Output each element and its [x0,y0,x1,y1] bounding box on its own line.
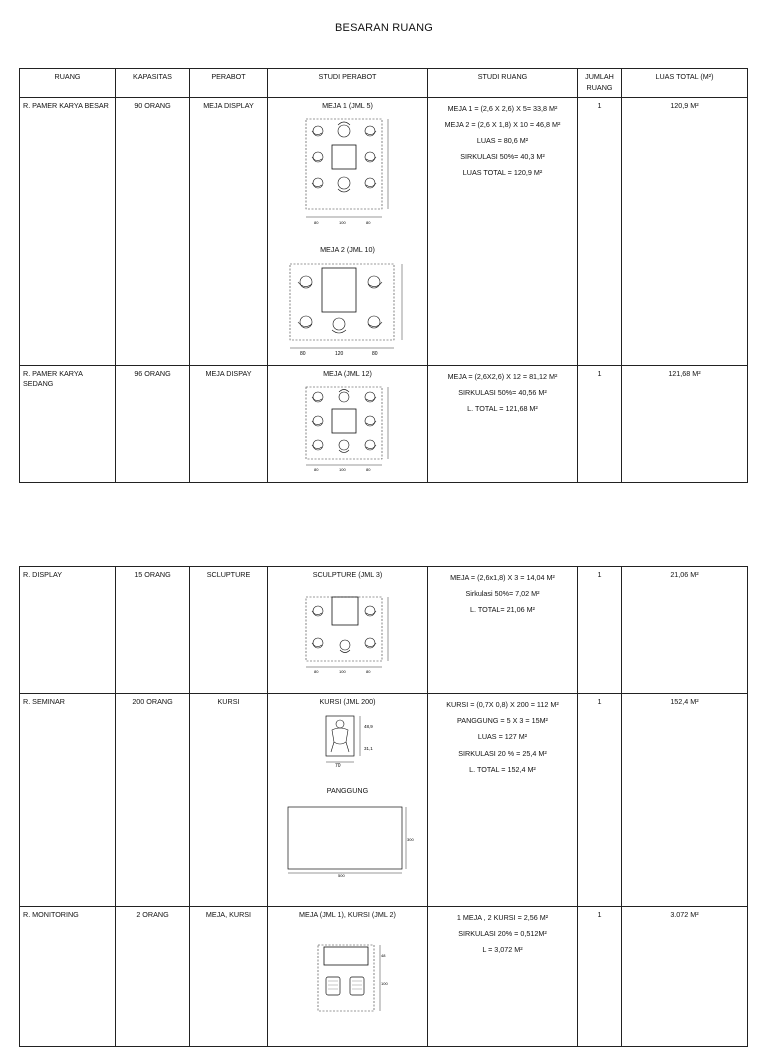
cell-perabot: MEJA DISPLAY [190,97,268,365]
cell-studi-ruang [428,365,578,482]
header-kapasitas: KAPASITAS [116,69,190,98]
dim-label: 300 [406,836,414,842]
header-jumlah-ruang: JUMLAH RUANG [578,69,622,98]
cell-ruang: R. DISPLAY [20,567,116,694]
dim-label: 80 [371,351,378,358]
cell-perabot: SCLUPTURE [190,567,268,694]
page-title: BESARAN RUANG [335,22,433,34]
calc-line: MEJA 2 = (2,6 X 1,8) X 10 = 46,8 M² [444,119,561,129]
cell-studi-perabot [268,97,428,365]
calc-line: LUAS = 127 M² [477,732,528,742]
dim-label: 100 [338,220,346,226]
table-row [20,694,748,907]
header-perabot: PERABOT [190,69,268,98]
dim-label: 48,9 [363,723,373,729]
cell-ruang: R. PAMER KARYA SEDANG [20,365,116,482]
cell-kapasitas: 15 ORANG [116,567,190,694]
panggung-drawing [286,803,414,878]
dim-label: 80 [299,351,306,358]
cell-studi-ruang [428,907,578,1047]
cell-luas-total: 121,68 M² [622,365,748,482]
calc-line: PANGGUNG = 5 X 3 = 15M² [457,716,548,726]
cell-jumlah-ruang: 1 [578,365,622,482]
cell-ruang: R. SEMINAR [20,694,116,907]
cell-ruang: R. MONITORING [20,907,116,1047]
header-studi-ruang: STUDI RUANG [428,69,578,98]
studi-label: PANGGUNG [326,785,369,795]
cell-perabot: KURSI [190,694,268,907]
studi-label: MEJA (JML 12) [323,368,372,378]
cell-kapasitas: 200 ORANG [116,694,190,907]
monitoring-meja-kursi-drawing [308,943,388,1013]
table-row [20,365,748,482]
table-row [20,567,748,694]
cell-kapasitas: 96 ORANG [116,365,190,482]
cell-jumlah-ruang: 1 [578,907,622,1047]
dim-label: 80 [313,220,318,226]
cell-luas-total: 152,4 M² [622,694,748,907]
calc-line: KURSI = (0,7X 0,8) X 200 = 112 M² [446,700,559,709]
studi-label: MEJA 1 (JML 5) [322,100,373,110]
dim-label: 100 [380,980,388,986]
dim-label: 80 [313,467,318,473]
cell-studi-perabot [268,907,428,1047]
header-ruang: RUANG [20,69,116,98]
calc-line: Sirkulasi 50%= 7,02 M² [465,589,540,599]
calc-line: LUAS = 80,6 M² [476,136,529,145]
dim-label: 48 [380,952,385,958]
table-row [20,97,748,365]
meja-layout-drawing [300,385,396,473]
dim-label: 80 [365,467,370,473]
meja-2-layout-drawing [286,262,410,358]
calc-line: SIRKULASI 20 % = 25,4 M² [458,748,547,758]
calc-line: 1 MEJA , 2 KURSI = 2,56 M² [456,913,549,922]
dim-label: 500 [337,872,345,878]
studi-label: MEJA 2 (JML 10) [320,245,375,255]
cell-luas-total: 120,9 M² [622,97,748,365]
dim-label: 70 [334,762,341,769]
header-studi-perabot: STUDI PERABOT [268,69,428,98]
header-luas-total: LUAS TOTAL (M²) [622,69,748,98]
cell-jumlah-ruang: 1 [578,567,622,694]
studi-label: KURSI (JML 200) [319,697,376,706]
dim-label: 120 [334,351,343,358]
besaran-table-2 [19,566,748,1047]
cell-jumlah-ruang: 1 [578,694,622,907]
table-row [20,907,748,1047]
calc-line: L = 3,072 M² [482,945,523,955]
dim-label: 31,1 [363,745,373,751]
calc-line: SIRKULASI 20% = 0,512M² [458,929,547,939]
calc-line: SIRKULASI 50%= 40,3 M² [460,152,545,162]
cell-studi-perabot [268,694,428,907]
calc-line: L. TOTAL= 21,06 M² [470,605,535,615]
studi-label: MEJA (JML 1), KURSI (JML 2) [299,910,396,919]
table-header-row [20,69,748,98]
calc-line: MEJA 1 = (2,6 X 2,6) X 5= 33,8 M² [447,103,558,113]
cell-studi-ruang [428,567,578,694]
calc-line: MEJA = (2,6x1,8) X 3 = 14,04 M² [450,573,555,582]
dim-label: 100 [338,467,346,473]
besaran-table-1 [19,68,748,483]
dim-label: 80 [365,668,370,674]
dim-label: 80 [365,220,370,226]
dim-label: 100 [338,668,346,674]
sculpture-layout-drawing [300,587,396,675]
calc-line: SIRKULASI 50%= 40,56 M² [458,387,547,397]
cell-studi-ruang [428,97,578,365]
cell-luas-total: 3.072 M² [622,907,748,1047]
cell-kapasitas: 2 ORANG [116,907,190,1047]
studi-label: SCULPTURE (JML 3) [312,570,383,579]
calc-line: MEJA = (2,6X2,6) X 12 = 81,12 M² [447,371,558,381]
cell-studi-ruang [428,694,578,907]
cell-kapasitas: 90 ORANG [116,97,190,365]
calc-line: LUAS TOTAL = 120,9 M² [462,168,543,178]
cell-jumlah-ruang: 1 [578,97,622,365]
cell-studi-perabot [268,567,428,694]
calc-line: L. TOTAL = 152,4 M² [469,764,536,774]
calc-line: L. TOTAL = 121,68 M² [467,404,538,413]
cell-luas-total: 21,06 M² [622,567,748,694]
dim-label: 80 [313,668,318,674]
kursi-drawing [320,714,376,768]
cell-studi-perabot [268,365,428,482]
cell-perabot: MEJA, KURSI [190,907,268,1047]
meja-1-layout-drawing [300,117,396,227]
cell-perabot: MEJA DISPAY [190,365,268,482]
cell-ruang: R. PAMER KARYA BESAR [20,97,116,365]
